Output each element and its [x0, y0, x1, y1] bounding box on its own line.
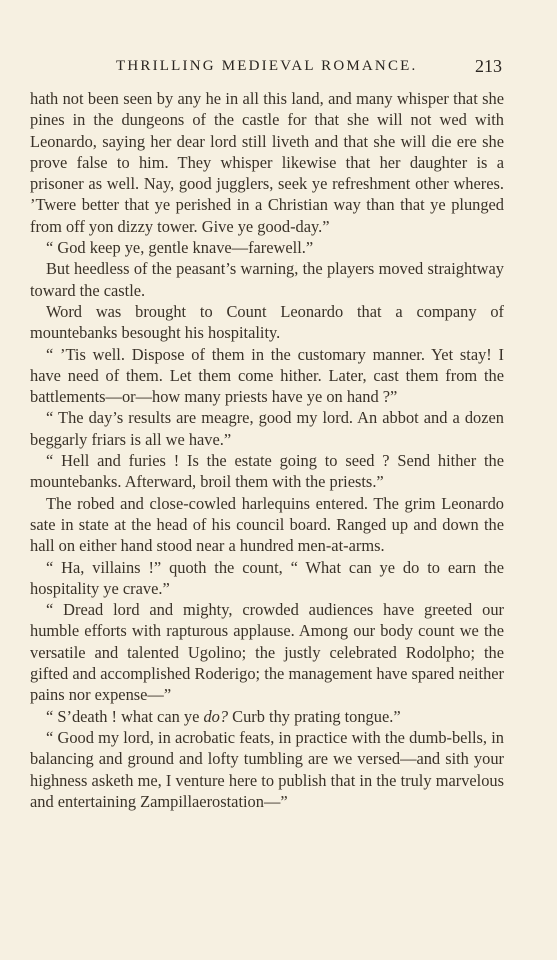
running-head: [100, 58, 510, 78]
page-number: 213: [475, 56, 502, 76]
italic-text: do?: [203, 706, 229, 726]
paragraph-text: “ S’death ! what can ye: [46, 706, 204, 726]
body-text: [30, 88, 504, 812]
paragraph: “ Ha, villains !” quoth the count, “ What can ye do to earn the hospitality ye crave.”: [30, 557, 504, 598]
paragraph: “ ’Tis well. Dispose of them in the customary manner. Yet stay! I have need of them. Let them come hither. Later, cast them from the battlements—or—how many priests have ye on hand ?”: [30, 344, 504, 407]
paragraph: “ Dread lord and mighty, crowded audiences have greeted our humble efforts with rapturous applause. Among our body count we the versatile and talented Ugolino; the justly celebrated Rodolpho; the gifted and accomplished Roderigo; the management have spared neither pains nor expense—”: [30, 600, 504, 705]
paragraph: But heedless of the peasant’s warning, the players moved straightway toward the castle.: [30, 259, 504, 300]
paragraph: “ Hell and furies ! Is the estate going to seed ? Send hither the mountebanks. Afterward, broil them with the priests.”: [30, 451, 504, 492]
paragraph: The robed and close-cowled harlequins entered. The grim Leonardo sate in state at the head of his council board. Ranged up and down the hall on either hand stood near a hundred men-at-arms.: [30, 493, 504, 556]
paragraph: “ Good my lord, in acrobatic feats, in practice with the dumb-bells, in balancing and ground and lofty tumbling are we versed—and sith your highness asketh me, I venture here to publish that in the truly marvelous and entertaining Zampillaerostation—”: [30, 727, 504, 811]
running-title: THRILLING MEDIEVAL ROMANCE.: [116, 58, 418, 74]
paragraph: “ The day’s results are meagre, good my lord. An abbot and a dozen beggarly friars is all we have.”: [30, 408, 504, 449]
paragraph-continued: hath not been seen by any he in all this land, and many whisper that she pines in the dungeons of the castle for that she will not wed with Leonardo, saying her dear lord still liveth and that she will die ere she prove false to him. They whisper likewise that her daughter is a prisoner as well. Nay, good jugglers, seek ye refreshment other wheres. ’Twere better that ye perished in a Christian way than that ye plunged from off yon dizzy tower. Give ye good-day.”: [30, 89, 504, 236]
paragraph: Word was brought to Count Leonardo that a company of mountebanks besought his hospitality.: [30, 301, 504, 343]
paragraph-text: Curb thy prating tongue.”: [228, 706, 401, 726]
paragraph: [30, 706, 504, 727]
paragraph: “ God keep ye, gentle knave—farewell.”: [46, 238, 314, 258]
